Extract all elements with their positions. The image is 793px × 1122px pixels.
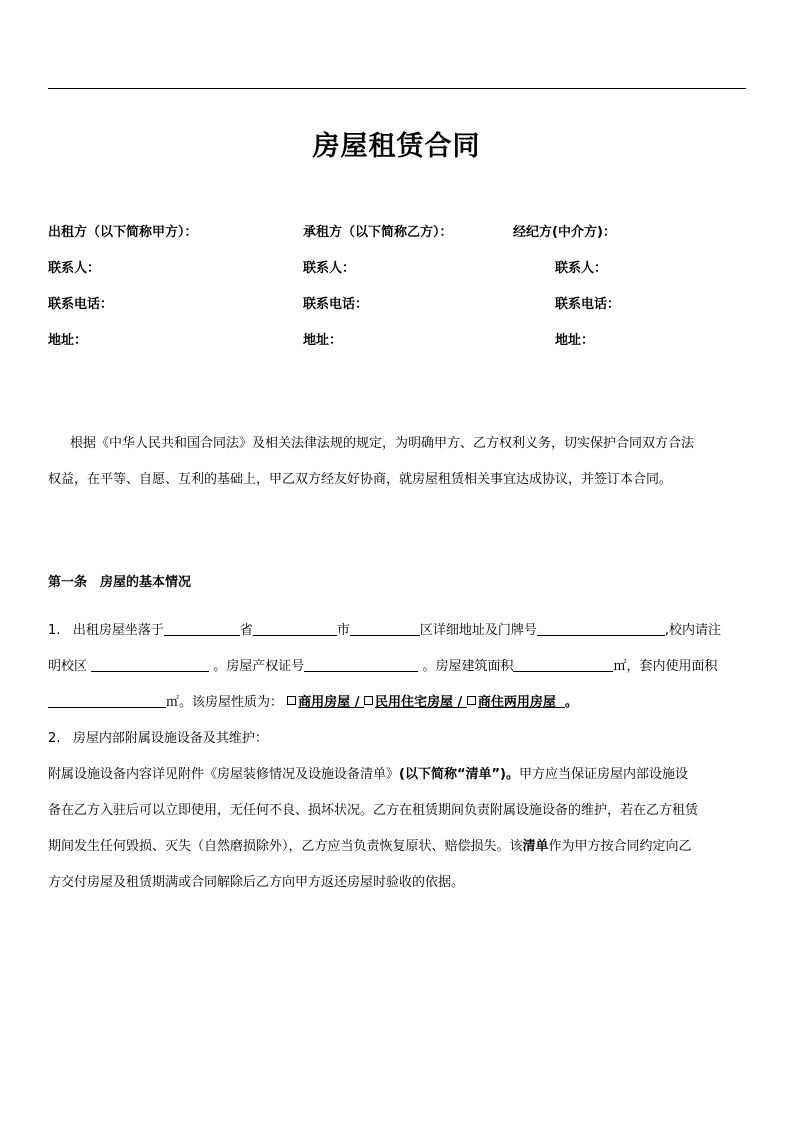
item-2-line-2: 备在乙方入驻后可以立即使用，无任何不良、损坏状况。乙方在租赁期间负责附属设施设备的维护，若在乙方租赁: [48, 803, 699, 818]
item-2-line-3: [48, 829, 746, 865]
agent-address: 地址：: [555, 333, 595, 348]
address-blank[interactable]: [537, 621, 665, 636]
item-2-list-term: 清单: [522, 839, 549, 854]
building-area-blank[interactable]: [513, 657, 613, 672]
header-rule: [48, 88, 746, 89]
province-blank[interactable]: [164, 621, 240, 636]
province-label: 省: [239, 623, 253, 638]
title-cert-blank[interactable]: [304, 657, 418, 672]
item-1-text-location: 出租房屋坐落于: [72, 623, 164, 638]
lessee-address: 地址：: [303, 333, 343, 348]
property-type-options: [287, 695, 565, 710]
item-1-end: 。: [564, 695, 578, 710]
city-label: 市: [336, 623, 350, 638]
article-1-item-1: [48, 613, 746, 721]
item-1-number: 1.: [48, 623, 61, 638]
option-mixed-label: 商住两用房屋: [477, 695, 556, 710]
district-label: 区详细地址及门牌号: [419, 623, 537, 638]
district-blank[interactable]: [350, 621, 420, 636]
option-separator: /: [453, 695, 467, 710]
lessor-phone: 联系电话：: [48, 297, 114, 312]
lessor-contact: 联系人：: [48, 261, 101, 276]
option-commercial-label: 商用房屋: [298, 695, 351, 710]
item-2-text: 作为甲方按合同约定向乙: [548, 839, 692, 854]
agent-header: 经纪方(中介方)：: [513, 225, 616, 240]
item-2-text: 附属设施设备内容详见附件《房屋装修情况及设施设备清单》: [48, 767, 400, 782]
item-2-line-1: [48, 757, 746, 793]
item-2-heading: 房屋内部附属设施设备及其维护：: [72, 731, 268, 746]
lessee-contact: 联系人：: [303, 261, 356, 276]
preamble-line-2: 权益，在平等、自愿、互利的基础上，甲乙双方经友好协商，就房屋租赁相关事宜达成协议，并签订本合同。: [48, 472, 673, 487]
agent-phone: 联系电话：: [555, 297, 621, 312]
lessor-header: 出租方（以下简称甲方）：: [48, 225, 198, 240]
item-2-line-4: 方交付房屋及租赁期满或合同解除后乙方向甲方返还房屋时验收的依据。: [48, 875, 465, 890]
property-type-label: ㎡。该房屋性质为：: [166, 695, 284, 710]
campus-blank[interactable]: [91, 657, 209, 672]
city-blank[interactable]: [253, 621, 337, 636]
campus-note: ,校内请注: [664, 623, 722, 638]
item-2-text: 甲方应当保证房屋内部设施设: [519, 767, 689, 782]
preamble: [48, 426, 746, 498]
article-1-heading: 第一条 房屋的基本情况: [48, 575, 192, 590]
agent-contact: 联系人：: [555, 261, 608, 276]
lessor-address: 地址：: [48, 333, 88, 348]
title-cert-label: 。房屋产权证号: [213, 659, 305, 674]
item-2-number: 2.: [48, 731, 61, 746]
option-residential-label: 民用住宅房屋: [374, 695, 453, 710]
item-2-abbrev: (以下简称“清单”)。: [399, 767, 519, 782]
preamble-line-1: 根据《中华人民共和国合同法》及相关法律法规的规定，为明确甲方、乙方权利义务，切实保护合同双方合法: [70, 436, 695, 451]
lessee-header: 承租方（以下简称乙方）：: [303, 225, 453, 240]
item-1-line-1: [48, 613, 746, 649]
option-separator: /: [350, 695, 364, 710]
option-mixed-checkbox[interactable]: [467, 696, 476, 705]
lessee-phone: 联系电话：: [303, 297, 369, 312]
article-1-item-2: [48, 721, 746, 901]
item-1-line-3: [48, 685, 746, 721]
item-2-text: 期间发生任何毁损、灭失（自然磨损除外），乙方应当负责恢复原状、赔偿损失。该: [48, 839, 523, 854]
campus-label: 明校区: [48, 659, 88, 674]
option-commercial-checkbox[interactable]: [287, 696, 296, 705]
inner-area-blank[interactable]: [48, 693, 166, 708]
document-title: 房屋租赁合同: [312, 131, 481, 162]
option-residential-checkbox[interactable]: [364, 696, 373, 705]
building-area-label: 。房屋建筑面积: [422, 659, 514, 674]
item-1-line-2: [48, 649, 746, 685]
item-2-heading-line: [48, 721, 746, 757]
inner-area-label: ㎡，套内使用面积: [613, 659, 718, 674]
